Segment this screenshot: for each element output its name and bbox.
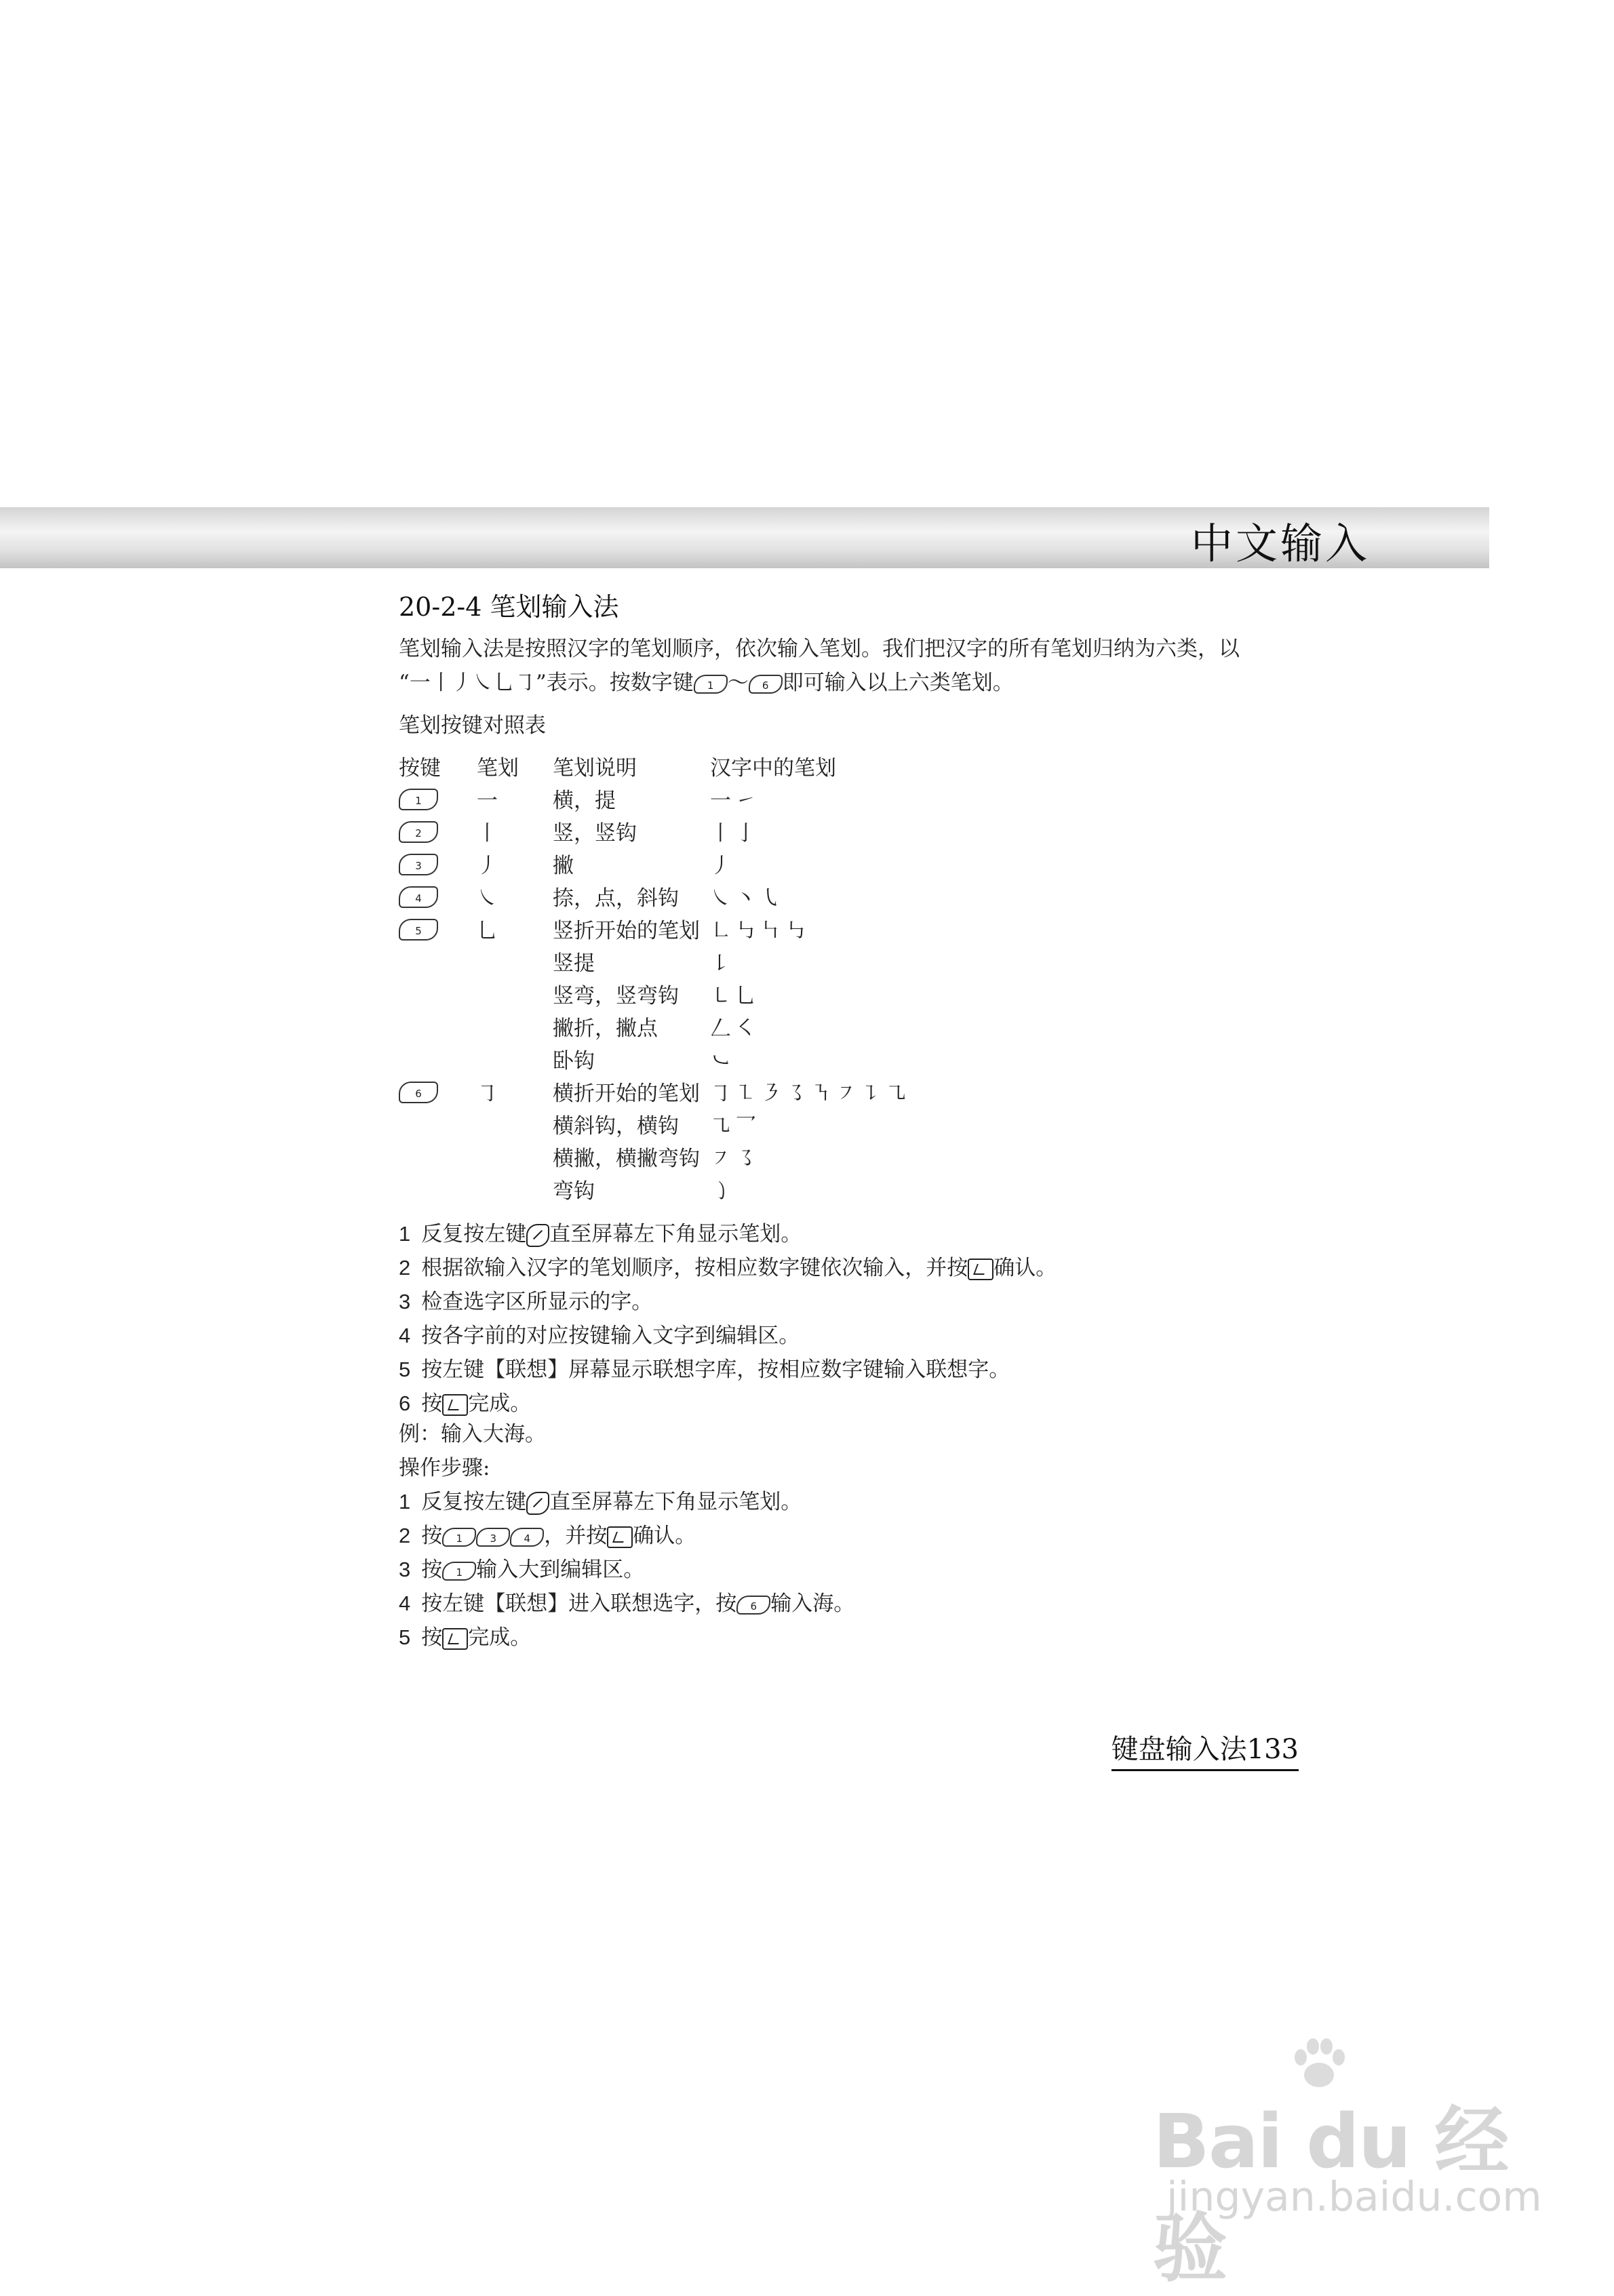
key-3-icon: 3 xyxy=(399,854,438,875)
table-row xyxy=(399,1010,1213,1042)
row-strokes-cell: ㇙ xyxy=(710,951,735,976)
table-row xyxy=(399,1140,1213,1172)
row-desc-cell: 撇折，撇点 xyxy=(553,1016,658,1041)
step-1-text-a: 反复按左键 xyxy=(421,1222,527,1246)
row-key-cell xyxy=(399,847,477,879)
ok-key-icon xyxy=(442,1394,468,1416)
row-desc-cell: 横折开始的笔划 xyxy=(553,1081,700,1106)
example-step-2-text-b: ，并按 xyxy=(544,1524,608,1548)
row-desc-cell: 竖折开始的笔划 xyxy=(553,918,700,943)
row-strokes-cell: ㇄乚 xyxy=(710,983,760,1008)
row-strokes-cell: ㇗㇉㇞㇉ xyxy=(710,918,810,943)
example-step-1-text-a: 反复按左键 xyxy=(421,1490,527,1514)
table-row xyxy=(399,847,1213,879)
table-row xyxy=(399,814,1213,847)
table-row xyxy=(399,945,1213,977)
table-header-row xyxy=(399,749,1213,782)
table-row xyxy=(399,1042,1213,1075)
row-strokes-cell: ㇇㇌ xyxy=(710,1146,760,1171)
ok-key-icon xyxy=(442,1628,468,1650)
stroke-key-table xyxy=(399,749,1213,1205)
example-step-2: 2 按 1 3 4 ，并按 确认。 xyxy=(399,1524,696,1548)
left-soft-key-icon xyxy=(526,1492,549,1515)
row-stroke-cell xyxy=(477,1172,553,1205)
step-2: 2 根据欲输入汉字的笔划顺序，按相应数字键依次输入，并按 确认。 xyxy=(399,1256,1057,1280)
header-desc: 笔划说明 xyxy=(553,755,637,780)
row-desc-cell: 横，提 xyxy=(553,788,616,813)
row-key-cell xyxy=(399,945,477,977)
step-4: 4 按各字前的对应按键输入文字到编辑区。 xyxy=(399,1324,800,1348)
example-step-3: 3 按 1 输入大到编辑区。 xyxy=(399,1558,645,1582)
row-stroke-cell: ㇏ xyxy=(477,886,498,911)
example-step-4: 4 按左键【联想】进入联想选字，按 6 输入海。 xyxy=(399,1591,855,1616)
row-strokes-cell: 丨亅 xyxy=(710,820,760,846)
table-title: 笔划按键对照表 xyxy=(399,713,546,738)
header-in-chars: 汉字中的笔划 xyxy=(710,755,836,780)
key-1-icon: 1 xyxy=(399,789,438,810)
example-step-4-text-a: 按左键【联想】进入联想选字，按 xyxy=(421,1591,737,1616)
row-stroke-cell: 乚 xyxy=(477,918,498,943)
key-6-icon: 6 xyxy=(749,675,783,694)
intro-range-sep: ～ xyxy=(727,671,749,695)
key-6-icon: 6 xyxy=(736,1596,770,1615)
step-3: 3 检查选字区所显示的字。 xyxy=(399,1290,653,1314)
section-heading: 20-2-4 笔划输入法 xyxy=(399,592,619,622)
row-strokes-cell: ㇈乛 xyxy=(710,1113,760,1139)
row-strokes-cell: ㇃ xyxy=(710,1048,735,1073)
left-soft-key-icon xyxy=(526,1224,549,1247)
row-strokes-cell: 丿 xyxy=(710,853,735,878)
row-strokes-cell: ㇏丶㇂ xyxy=(710,886,785,911)
row-stroke-cell: 一 xyxy=(477,788,498,813)
row-key-cell xyxy=(399,879,477,912)
table-body xyxy=(399,782,1213,1205)
row-strokes-cell: ㇆㇅㇋㇌㇎㇇㇊㇈ xyxy=(710,1081,911,1106)
key-3-icon: 3 xyxy=(476,1528,510,1547)
row-desc-cell: 竖提 xyxy=(553,951,595,976)
step-1: 1 反复按左键 直至屏幕左下角显示笔划。 xyxy=(399,1222,802,1246)
example-step-5-text-a: 按 xyxy=(421,1625,443,1650)
procedure-label: 操作步骤: xyxy=(399,1456,490,1480)
step-4-text: 按各字前的对应按键输入文字到编辑区。 xyxy=(421,1324,800,1348)
row-desc-cell: 竖，竖钩 xyxy=(553,820,637,846)
step-3-text: 检查选字区所显示的字。 xyxy=(421,1290,653,1314)
key-1-icon: 1 xyxy=(694,675,728,694)
intro-paragraph xyxy=(399,632,1301,700)
row-key-cell xyxy=(399,1172,477,1205)
step-6: 6 按 完成。 xyxy=(399,1391,532,1416)
row-desc-cell: 捺，点，斜钩 xyxy=(553,886,679,911)
watermark-url: jingyan.baidu.com xyxy=(1166,2173,1542,2221)
row-key-cell xyxy=(399,782,477,814)
row-desc-cell: 撇 xyxy=(553,853,574,878)
step-6-text-b: 完成。 xyxy=(468,1391,532,1416)
row-key-cell xyxy=(399,1140,477,1172)
row-stroke-cell xyxy=(477,945,553,977)
row-key-cell xyxy=(399,977,477,1010)
example-step-3-text-a: 按 xyxy=(421,1558,443,1582)
key-4-icon: 4 xyxy=(399,886,438,908)
key-1-icon: 1 xyxy=(442,1562,476,1581)
step-5-text: 按左键【联想】屏幕显示联想字库，按相应数字键输入联想字。 xyxy=(421,1358,1010,1382)
row-key-cell xyxy=(399,1042,477,1075)
row-stroke-cell xyxy=(477,1107,553,1140)
table-row xyxy=(399,1075,1213,1107)
step-1-text-b: 直至屏幕左下角显示笔划。 xyxy=(549,1222,802,1246)
row-strokes-cell: 一㇀ xyxy=(710,788,760,813)
example-step-1: 1 反复按左键 直至屏幕左下角显示笔划。 xyxy=(399,1490,802,1514)
table-row xyxy=(399,912,1213,945)
example-step-1-text-b: 直至屏幕左下角显示笔划。 xyxy=(549,1490,802,1514)
steps-list xyxy=(399,1217,1280,1421)
intro-line-2b: 即可输入以上六类笔划。 xyxy=(782,671,1014,695)
row-strokes-cell: ㇁ xyxy=(710,1179,735,1204)
row-stroke-cell xyxy=(477,1010,553,1042)
example-title: 例：输入大海。 xyxy=(399,1422,546,1446)
step-2-text-b: 确认。 xyxy=(993,1256,1057,1280)
header-key: 按键 xyxy=(399,755,441,780)
row-stroke-cell xyxy=(477,977,553,1010)
row-key-cell xyxy=(399,912,477,945)
row-stroke-cell xyxy=(477,1042,553,1075)
key-1-icon: 1 xyxy=(442,1528,476,1547)
step-6-text-a: 按 xyxy=(421,1391,443,1416)
baidu-watermark xyxy=(1153,2034,1573,2292)
row-desc-cell: 竖弯，竖弯钩 xyxy=(553,983,679,1008)
row-key-cell xyxy=(399,814,477,847)
example-section xyxy=(399,1417,1280,1655)
row-stroke-cell: 丿 xyxy=(477,853,498,878)
row-stroke-cell: ㇆ xyxy=(477,1081,498,1106)
key-6-icon: 6 xyxy=(399,1082,438,1103)
example-step-2-text-c: 确认。 xyxy=(633,1524,696,1548)
table-row xyxy=(399,1107,1213,1140)
row-desc-cell: 弯钩 xyxy=(553,1179,595,1204)
ok-key-icon xyxy=(968,1259,993,1280)
step-5: 5 按左键【联想】屏幕显示联想字库，按相应数字键输入联想字。 xyxy=(399,1358,1010,1382)
row-desc-cell: 横撇，横撇弯钩 xyxy=(553,1146,700,1171)
intro-line-2a: “一丨丿㇏乚㇆”表示。按数字键 xyxy=(399,671,694,695)
key-2-icon: 2 xyxy=(399,821,438,843)
example-step-5-text-b: 完成。 xyxy=(468,1625,532,1650)
watermark-logo: Bai du 经验 xyxy=(1153,2098,1508,2292)
row-desc-cell: 卧钩 xyxy=(553,1048,595,1073)
example-step-5: 5 按 完成。 xyxy=(399,1625,532,1650)
table-row xyxy=(399,782,1213,814)
row-key-cell xyxy=(399,1010,477,1042)
example-step-2-text-a: 按 xyxy=(421,1524,443,1548)
row-key-cell xyxy=(399,1075,477,1107)
key-5-icon: 5 xyxy=(399,919,438,941)
step-2-text-a: 根据欲输入汉字的笔划顺序，按相应数字键依次输入，并按 xyxy=(421,1256,968,1280)
table-row xyxy=(399,1172,1213,1205)
example-step-4-text-b: 输入海。 xyxy=(770,1591,855,1616)
table-row xyxy=(399,977,1213,1010)
row-strokes-cell: 𠃋㇛ xyxy=(710,1016,760,1041)
table-row xyxy=(399,879,1213,912)
chapter-title: 中文输入 xyxy=(1190,519,1370,568)
page-footer: 键盘输入法133 xyxy=(1111,1728,1299,1771)
ok-key-icon xyxy=(607,1526,633,1548)
example-step-3-text-b: 输入大到编辑区。 xyxy=(476,1558,645,1582)
row-desc-cell: 横斜钩，横钩 xyxy=(553,1113,679,1139)
header-stroke: 笔划 xyxy=(477,755,519,780)
row-key-cell xyxy=(399,1107,477,1140)
key-4-icon: 4 xyxy=(510,1528,544,1547)
intro-line-1: 笔划输入法是按照汉字的笔划顺序，依次输入笔划。我们把汉字的所有笔划归纳为六类，以 xyxy=(399,637,1240,661)
row-stroke-cell xyxy=(477,1140,553,1172)
row-stroke-cell: 丨 xyxy=(477,820,498,846)
